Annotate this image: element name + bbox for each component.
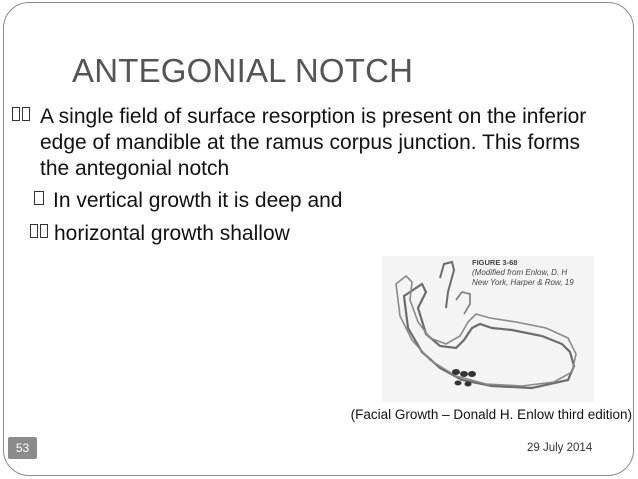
slide-number: 53 <box>8 437 37 459</box>
bullet-text: horizontal growth shallow <box>54 222 290 245</box>
figure-label: FIGURE 3-68 <box>472 258 518 267</box>
bullet-marker-icon <box>34 191 44 205</box>
bullet-text: In vertical growth it is deep and <box>53 189 343 212</box>
bullet-item <box>12 221 600 247</box>
figure-caption-line: New York, Harper & Row, 19 <box>472 278 574 287</box>
bullet-item <box>12 188 600 214</box>
bullet-marker-icon <box>12 107 30 121</box>
slide-date: 29 July 2014 <box>527 442 593 454</box>
slide-title: ANTEGONIAL NOTCH <box>72 52 414 89</box>
figure-caption-line: (Modified from Enlow, D. H <box>472 268 568 277</box>
figure-caption <box>472 258 574 288</box>
bullet-marker-icon <box>30 224 48 238</box>
bullet-text: A single field of surface resorption is present on the inferior edge of mandible at the ramus corpus junction. This forms the antegonial notch <box>40 105 587 180</box>
bullet-item <box>12 104 600 182</box>
source-credit: (Facial Growth – Donald H. Enlow third edition) <box>350 407 632 422</box>
bullet-list <box>12 104 600 247</box>
